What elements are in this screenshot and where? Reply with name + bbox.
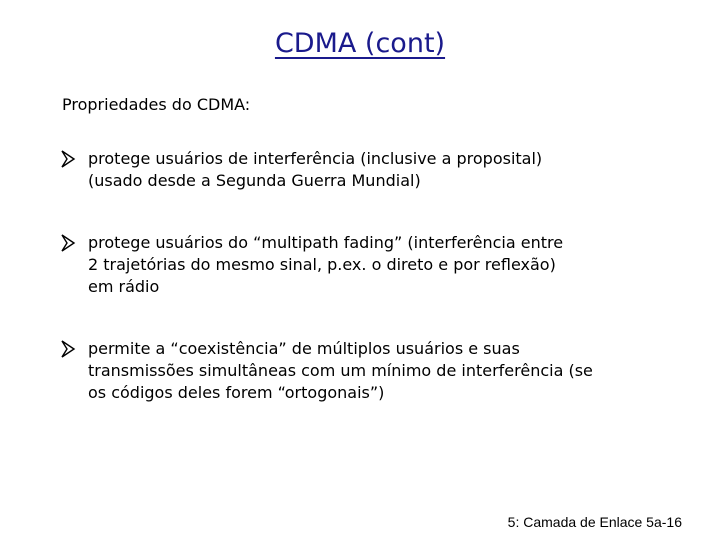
arrowhead-bullet-icon <box>60 339 76 359</box>
bullet-line: protege usuários de interferência (inclusive a proposital) <box>88 149 543 168</box>
bullet-list <box>60 148 680 404</box>
slide-title <box>0 24 720 64</box>
bullet-line: em rádio <box>88 277 160 296</box>
bullet-item <box>60 148 680 192</box>
bullet-line: transmissões simultâneas com um mínimo de interferência (se <box>88 361 593 380</box>
slide-subtitle: Propriedades do CDMA: <box>62 95 251 114</box>
arrowhead-bullet-icon <box>60 233 76 253</box>
slide-footer: 5: Camada de Enlace 5a-16 <box>507 514 682 530</box>
bullet-line: permite a “coexistência” de múltiplos usuários e suas <box>88 339 520 358</box>
slide-title-text: CDMA (cont) <box>274 28 446 59</box>
bullet-item <box>60 338 680 404</box>
bullet-item <box>60 232 680 298</box>
bullet-line: protege usuários do “multipath fading” (interferência entre <box>88 233 564 252</box>
bullet-line: 2 trajetórias do mesmo sinal, p.ex. o direto e por reflexão) <box>88 255 556 274</box>
arrowhead-bullet-icon <box>60 149 76 169</box>
bullet-line: (usado desde a Segunda Guerra Mundial) <box>88 171 421 190</box>
bullet-line: os códigos deles forem “ortogonais”) <box>88 383 385 402</box>
